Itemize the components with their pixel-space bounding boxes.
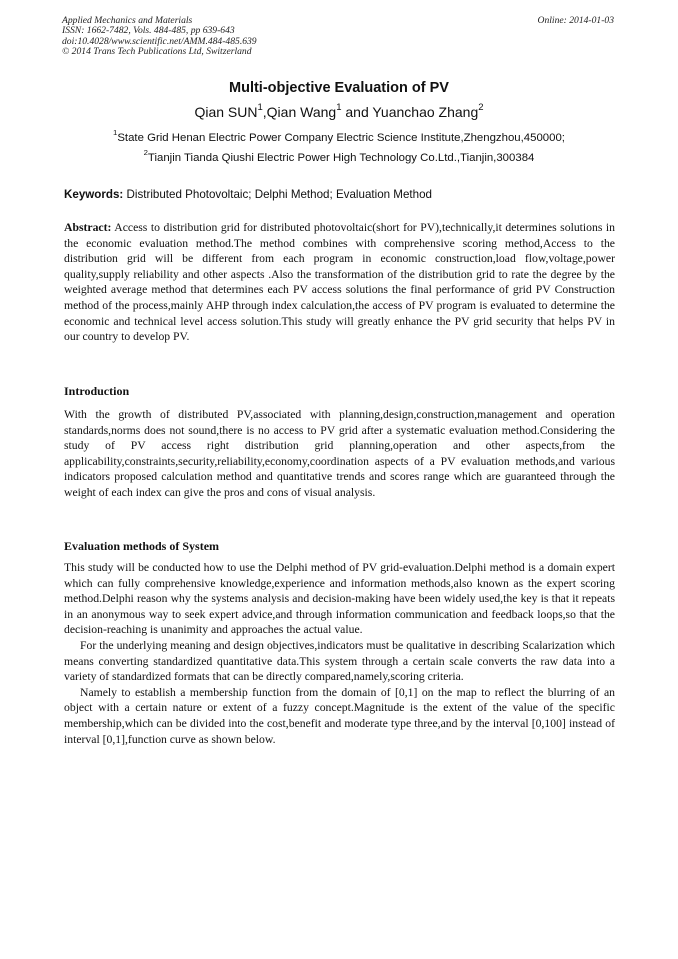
evaluation-body: [64, 560, 615, 747]
paper-title: Multi-objective Evaluation of PV: [229, 80, 449, 96]
affiliation-1: [0, 128, 678, 144]
keywords-label: Keywords:: [64, 188, 124, 201]
copyright-line: © 2014 Trans Tech Publications Ltd, Switzerland: [62, 46, 252, 58]
author-2: ,Qian Wang: [262, 104, 337, 120]
affiliation-2-number: 2: [143, 148, 148, 158]
evaluation-heading: Evaluation methods of System: [64, 539, 220, 553]
abstract: [64, 220, 615, 345]
author-3: and Yuanchao Zhang: [341, 104, 479, 120]
introduction-heading: Introduction: [64, 384, 130, 398]
affiliation-2-text: Tianjin Tianda Qiushi Electric Power High Technology Co.Ltd.,Tianjin,300384: [147, 152, 535, 164]
introduction-body: [64, 407, 615, 501]
doi-line: doi:10.4028/www.scientific.net/AMM.484-485.639: [62, 35, 257, 47]
author-2-affil: 1: [336, 102, 342, 114]
evaluation-paragraph-2: For the underlying meaning and design objectives,indicators must be qualitative in describing Scalarization which means converting standardized quantitative data.This system through a certain scale converts the raw data into a variety of standardized formats that can be directly compared,namely,scoring criteria.: [64, 638, 615, 684]
affiliation-1-number: 1: [113, 128, 118, 138]
journal-name: Applied Mechanics and Materials: [62, 15, 193, 26]
journal-header: [62, 16, 257, 58]
author-1-affil: 1: [257, 102, 263, 114]
evaluation-paragraph-3: Namely to establish a membership function from the domain of [0,1] on the map to reflect the blurring of an object with a certain nature or extent of a fuzzy concept.Magnitude is the extent of the value of the specific membership,which can be divided into the cost,benefit and moderate type three,and by the interval [0,100] instead of interval [0,1],function curve as shown below.: [64, 685, 615, 746]
abstract-text: Access to distribution grid for distributed photovoltaic(short for PV),technically,it determines solutions in the economic evaluation method.The method combines with comprehensive scoring method,Access to the distribution grid will be different from each program in economic construction,load flow,voltage,power quality,supply reliability and other aspects .Also the transformation of the distribution grid to rate the degree by the weighted average method that determines each PV access solutions the final performance of grid PV Construction method of the process,mainly AHP through index calculation,the access of PV program is evaluated to determine the economic and technical level access solution.This study will greatly enhance the PV grid security that helps PV in our country to develop PV.: [64, 221, 615, 344]
author-3-affil: 2: [478, 102, 484, 114]
keywords: [64, 188, 432, 201]
author-1: Qian SUN: [194, 104, 258, 120]
abstract-label: Abstract:: [64, 221, 112, 234]
introduction-paragraph: With the growth of distributed PV,associated with planning,design,construction,management and operation standards,norms does not sound,there is no access to PV grid after a systematic evaluation method.Considering the study of PV access right distribution grid planning,operation and other aspects,from the applicability,constraints,security,reliability,economy,coordination aspects of a PV evaluation methods,and various indicators proposed calculation method and quantitative trends and scores range which are guaranteed through the weight of each index can give the pros and cons of visual analysis.: [64, 408, 615, 499]
author-list: [0, 104, 678, 120]
issn-line: ISSN: 1662-7482, Vols. 484-485, pp 639-643: [62, 25, 235, 37]
online-date: Online: 2014-01-03: [537, 15, 614, 26]
affiliation-2: [0, 148, 678, 164]
affiliation-1-text: State Grid Henan Electric Power Company Electric Science Institute,Zhengzhou,450000;: [117, 132, 565, 144]
keywords-text: Distributed Photovoltaic; Delphi Method; Evaluation Method: [123, 188, 432, 201]
evaluation-paragraph-1: This study will be conducted how to use the Delphi method of PV grid-evaluation.Delphi method is a domain expert which can fully comprehensive knowledge,experience and information methods,also known as the expert scoring method.Delphi reason why the systems analysis and decision-making have been widely used,the key is that it repeats in an anonymous way to seek expert advice,and through information communication and feedback loops,so that the decision-reaching is unanimity and approaches the actual value.: [64, 561, 615, 637]
